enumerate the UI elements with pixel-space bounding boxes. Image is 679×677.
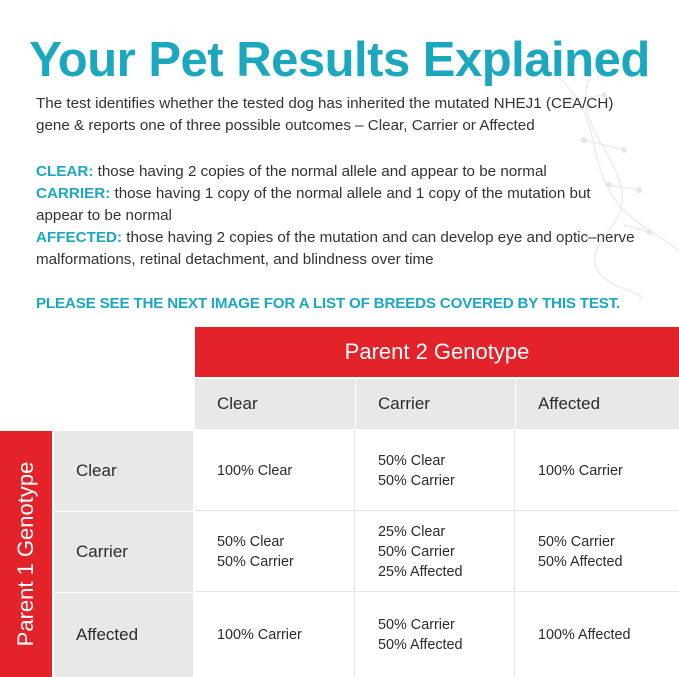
row-header-carrier: Carrier [54,512,193,592]
term-carrier: CARRIER: [36,185,111,202]
cell-line: 50% Carrier [378,617,455,633]
cell-line: 50% Carrier [378,543,455,560]
table-cell [356,512,515,592]
cell-line: 50% Carrier [378,472,455,489]
cell-line: 50% Clear [378,452,446,469]
cell-line: 50% Carrier [538,533,615,550]
row-header-clear: Clear [54,431,193,511]
intro-line-1: The test identifies whether the tested dog has inherited the mutated NHEJ1 (CEA/CH) [36,95,614,112]
intro-paragraph [36,93,656,137]
table-cell [195,593,355,677]
definitions [36,161,656,271]
cell-line: 100% Carrier [538,462,623,479]
cell-line: 25% Clear [378,523,446,540]
cell-line: 25% Affected [378,563,463,580]
term-clear: CLEAR: [36,163,94,180]
row-header-affected: Affected [54,593,193,677]
cell-line: 50% Clear [217,533,285,550]
definition-affected-text-2: malformations, retinal detachment, and blindness over time [36,251,434,268]
cell-line: 50% Carrier [217,553,294,570]
definition-clear [36,161,656,183]
page-title: Your Pet Results Explained [29,33,650,87]
parent1-genotype-label: Parent 1 Genotype [13,461,38,647]
definition-clear-text: those having 2 copies of the normal allele and appear to be normal [93,163,547,180]
table-cell [195,431,355,511]
table-cell [195,512,355,592]
parent2-genotype-header: Parent 2 Genotype [195,327,679,377]
breeds-note: PLEASE SEE THE NEXT IMAGE FOR A LIST OF BREEDS COVERED BY THIS TEST. [36,295,621,312]
cell-line: 50% Affected [538,553,623,570]
table-cell [356,431,515,511]
definition-affected-text: those having 2 copies of the mutation and can develop eye and optic–nerve [122,229,635,246]
cell-line: 50% Affected [378,637,463,653]
cell-line: 100% Carrier [217,627,302,643]
intro-line-2: gene & reports one of three possible outcomes – Clear, Carrier or Affected [36,117,535,134]
definition-carrier-text-2: appear to be normal [36,207,172,224]
cell-line: 100% Clear [217,462,293,479]
cell-line: 100% Affected [538,627,631,643]
table-cell [516,431,679,511]
column-header-clear: Clear [195,379,355,429]
table-cell [356,593,515,677]
column-header-carrier: Carrier [356,379,515,429]
table-cell [516,512,679,592]
column-header-affected: Affected [516,379,679,429]
definition-carrier-text: those having 1 copy of the normal allele and 1 copy of the mutation but [110,185,591,202]
term-affected: AFFECTED: [36,229,123,246]
table-cell [516,593,679,677]
definition-carrier [36,183,656,227]
definition-affected [36,227,656,271]
